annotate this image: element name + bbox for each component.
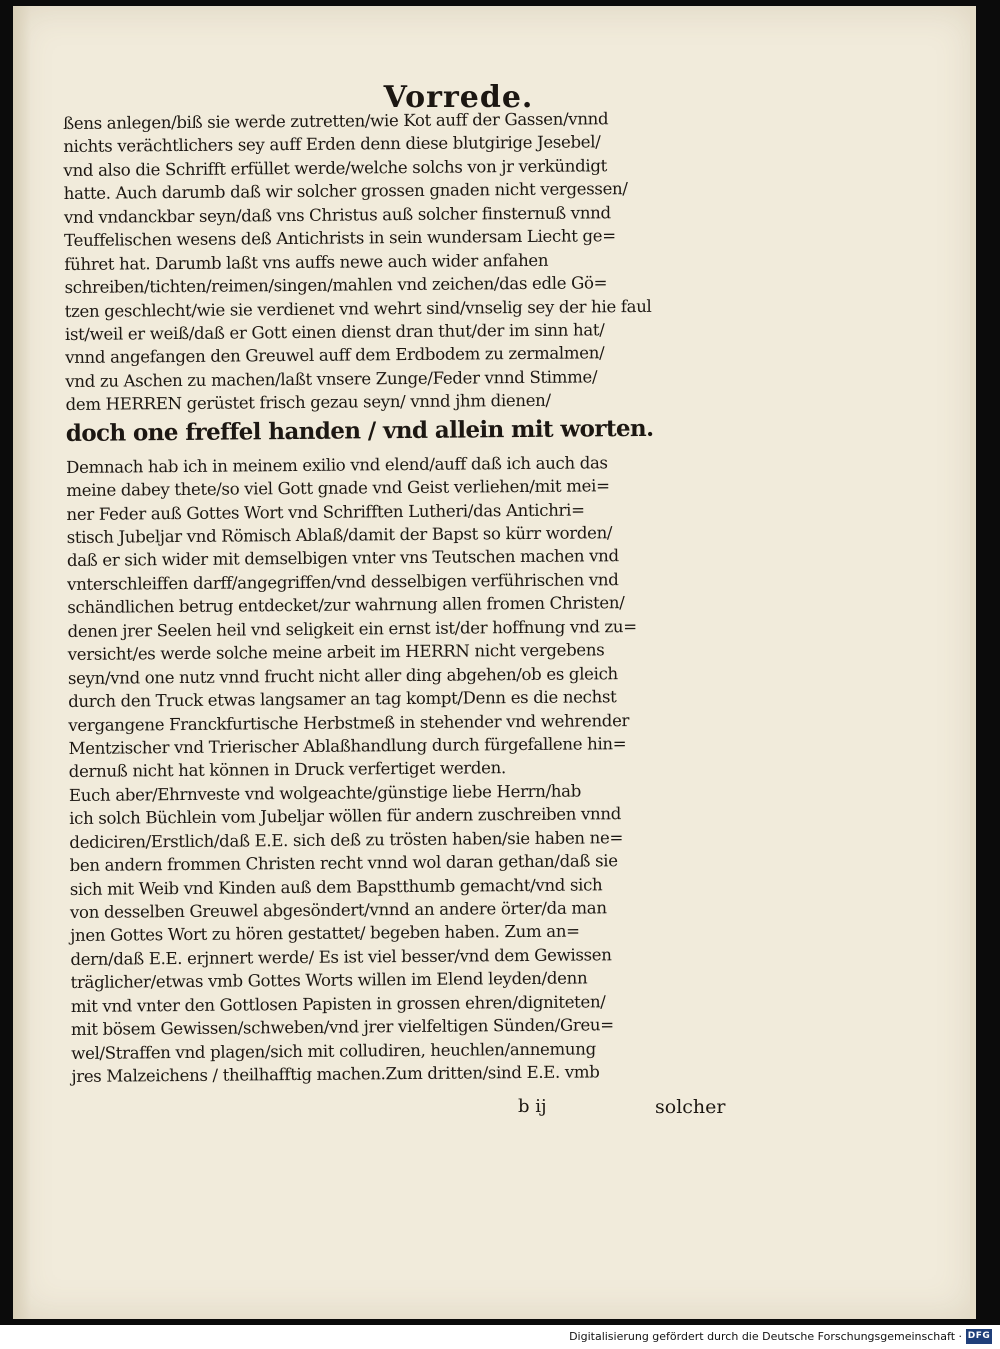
text-line: ßens anlegen/biß sie werde zutretten/wie Kot auff der Gassen/vnnd	[63, 109, 609, 133]
text-line: dem HERREN gerüstet frisch gezau seyn/ vnnd jhm dienen/	[65, 391, 551, 415]
text-line: denen jrer Seelen heil vnd seligkeit ein ernst ist/der hoffnung vnd zu=	[67, 616, 637, 641]
page-gutter-shadow	[13, 6, 31, 1319]
text-line: vergangene Franckfurtische Herbstmeß in stehender vnd wehrender	[68, 710, 630, 735]
dfg-logo-icon: DFG	[966, 1329, 992, 1344]
text-line: führet hat. Darumb laßt vns auffs newe auch wider anfahen	[64, 250, 549, 274]
book-page	[13, 6, 976, 1319]
catchword: solcher	[655, 1096, 726, 1118]
text-line: dediciren/Erstlich/daß E.E. sich deß zu trösten haben/sie haben ne=	[69, 827, 624, 852]
text-line: durch den Truck etwas langsamer an tag kompt/Denn es die nechst	[68, 687, 617, 712]
text-line: dernuß nicht hat können in Druck verfertiget werden.	[68, 758, 506, 782]
text-line: wel/Straffen vnd plagen/sich mit colludiren, heuchlen/annemung	[71, 1039, 596, 1063]
text-line: jres Malzeichens / theilhafftig machen.Zum dritten/sind E.E. vmb	[71, 1062, 600, 1087]
text-line: versicht/es werde solche meine arbeit im HERRN nicht vergebens	[67, 640, 605, 665]
signature-mark: b ij	[518, 1096, 547, 1117]
text-line: träglicher/etwas vmb Gottes Worts willen im Elend leyden/denn	[70, 968, 588, 993]
text-line: dern/daß E.E. erjnnert werde/ Es ist viel besser/vnd dem Gewissen	[70, 945, 612, 969]
text-line: sich mit Weib vnd Kinden auß dem Bapstthumb gemacht/vnd sich	[69, 874, 603, 899]
text-line: mit bösem Gewissen/schweben/vnd jrer vielfeltigen Sünden/Greu=	[70, 1015, 614, 1040]
text-line: vnd vndanckbar seyn/daß vns Christus auß solcher finsternuß vnnd	[63, 202, 611, 227]
funding-credit: Digitalisierung gefördert durch die Deutsche Forschungsgemeinschaft ·	[569, 1330, 962, 1343]
text-line: jnen Gottes Wort zu hören gestattet/ begeben haben. Zum an=	[70, 921, 580, 946]
text-line: ner Feder auß Gottes Wort vnd Schrifften Lutheri/das Antichri=	[66, 500, 585, 524]
text-line: tzen geschlecht/wie sie verdienet vnd wehrt sind/vnselig sey der hie faul	[64, 296, 652, 321]
text-line: vnterschleiffen darff/angegriffen/vnd desselbigen verführischen vnd	[67, 570, 619, 594]
text-line: meine dabey thete/so viel Gott gnade vnd Geist verliehen/mit mei=	[66, 476, 610, 501]
emphasis-line: doch one freffel handen / vnd allein mit worten.	[65, 414, 654, 447]
footer-bar	[0, 1325, 1000, 1349]
text-line: ist/weil er weiß/daß er Gott einen dienst dran thut/der im sinn hat/	[64, 320, 605, 344]
text-line: daß er sich wider mit demselbigen vnter vns Teutschen machen vnd	[66, 546, 619, 571]
text-line: schreiben/tichten/reimen/singen/mahlen vnd zeichen/das edle Gö=	[64, 273, 608, 298]
text-line: Euch aber/Ehrnveste vnd wolgeachte/günstige liebe Herrn/hab	[68, 781, 582, 805]
text-line: Mentzischer vnd Trierischer Ablaßhandlung durch fürgefallene hin=	[68, 734, 627, 758]
page-edge	[970, 6, 976, 1319]
text-line: ben andern frommen Christen recht vnnd wol daran gethan/daß sie	[69, 851, 618, 876]
text-line: seyn/vnd one nutz vnnd frucht nicht aller ding abgehen/ob es gleich	[67, 663, 618, 688]
text-line: vnd also die Schrifft erfüllet werde/welche solchs von jr verkündigt	[63, 156, 607, 180]
text-line: vnd zu Aschen zu machen/laßt vnsere Zunge/Feder vnnd Stimme/	[65, 367, 598, 391]
text-line: mit vnd vnter den Gottlosen Papisten in grossen ehren/digniteten/	[70, 992, 606, 1016]
text-line: hatte. Auch darumb daß wir solcher grossen gnaden nicht vergessen/	[63, 179, 628, 204]
text-line: stisch Jubeljar vnd Römisch Ablaß/damit der Bapst so kürr worden/	[66, 523, 613, 547]
body-text	[63, 106, 771, 1089]
text-line: Teuffelischen wesens deß Antichrists in sein wundersam Liecht ge=	[64, 226, 616, 251]
text-line: ich solch Büchlein vom Jubeljar wöllen für andern zuschreiben vnnd	[69, 804, 622, 829]
text-line: nichts verächtlichers sey auff Erden denn diese blutgirige Jesebel/	[63, 132, 601, 157]
text-line: von desselben Greuwel abgesöndert/vnnd an andere örter/da man	[69, 898, 607, 922]
text-line: schändlichen betrug entdecket/zur wahrnung allen fromen Christen/	[67, 593, 625, 618]
text-line: vnnd angefangen den Greuwel auff dem Erdbodem zu zermalmen/	[65, 343, 605, 368]
text-line: Demnach hab ich in meinem exilio vnd elend/auff daß ich auch das	[66, 452, 608, 477]
running-head: Vorrede.	[383, 80, 534, 115]
